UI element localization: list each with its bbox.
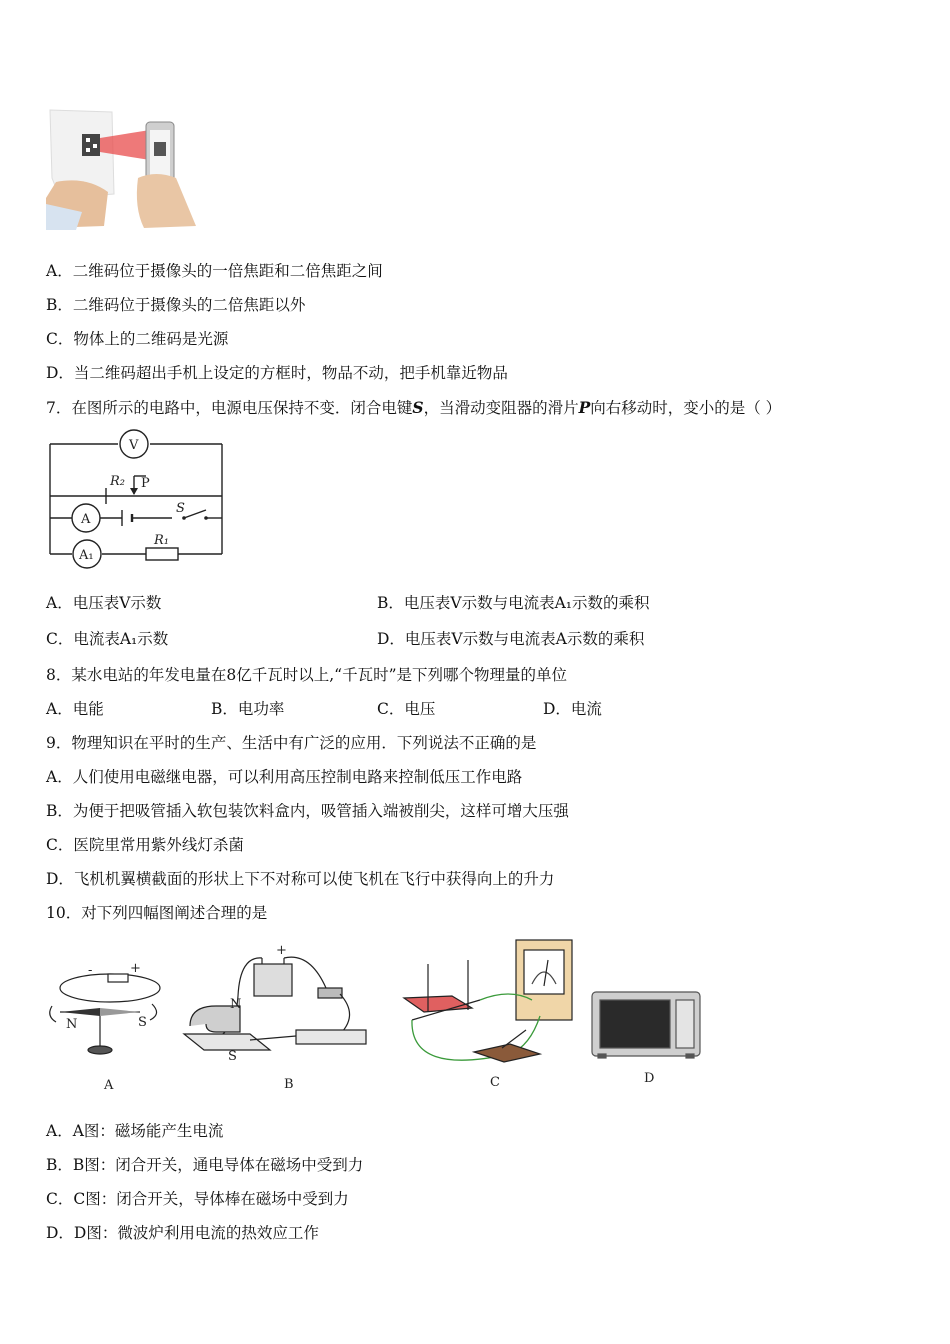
q6-option-d: D．当二维码超出手机上设定的方框时，物品不动，把手机靠近物品 [46,364,508,382]
figure-b-motor [184,957,366,1050]
q7-circuit-diagram [46,428,228,570]
ammeter-a1-label: A₁ [79,548,94,563]
r2-label: R₂ [110,474,125,489]
fig-b-n: N [230,997,242,1012]
figure-c-induction [404,940,572,1020]
figure-label-c: C [490,1075,500,1090]
q7-option-b: B．电压表V示数与电流表A₁示数的乘积 [377,594,650,612]
compass-needle-s [100,1008,140,1016]
q8-option-a: A．电能 [46,700,104,718]
fig-a-plus: + [130,961,141,976]
q7-stem: 7．在图所示的电路中，电源电压保持不变．闭合电键S，当滑动变阻器的滑片P向右移动时，变小的是（ ） [46,398,782,417]
q8-stem: 8．某水电站的年发电量在8亿千瓦时以上,“千瓦时”是下列哪个物理量的单位 [46,666,568,684]
switch-s-label: S [176,501,185,516]
q8-option-d: D．电流 [543,700,602,718]
q9-option-d: D．飞机机翼横截面的形状上下不对称可以使飞机在飞行中获得向上的升力 [46,870,555,888]
q6-option-c: C．物体上的二维码是光源 [46,330,229,348]
fig-b-plus: + [276,943,287,958]
fig-a-minus: - [88,963,93,978]
q7-option-a: A．电压表V示数 [46,594,162,612]
fig-b-s: S [228,1049,237,1064]
figure-d-microwave [592,992,700,1058]
q10-option-b: B．B图：闭合开关，通电导体在磁场中受到力 [46,1156,364,1174]
fig-a-n: N [66,1017,78,1032]
figure-label-d: D [644,1071,655,1086]
figure-label-a: A [104,1078,114,1093]
q7-option-d: D．电压表V示数与电流表A示数的乘积 [377,630,645,648]
q10-option-c: C．C图：闭合开关，导体棒在磁场中受到力 [46,1190,349,1208]
voltmeter-label: V [129,438,139,453]
r1-label: R₁ [154,533,169,548]
fig-a-s: S [138,1015,147,1030]
q6-option-a: A．二维码位于摄像头的一倍焦距和二倍焦距之间 [46,262,383,280]
q9-option-b: B．为便于把吸管插入软包装饮料盒内，吸管插入端被削尖，这样可增大压强 [46,802,569,820]
compass-needle-n [60,1008,100,1016]
q9-stem: 9．物理知识在平时的生产、生活中有广泛的应用．下列说法不正确的是 [46,734,537,752]
q7-option-c: C．电流表A₁示数 [46,630,169,648]
ammeter-label: A [81,512,91,527]
q8-option-c: C．电压 [377,700,436,718]
q10-option-a: A．A图：磁场能产生电流 [46,1122,224,1140]
qr-scan-figure [46,108,204,230]
q10-option-d: D．D图：微波炉利用电流的热效应工作 [46,1224,319,1242]
slider-p-label: P [141,476,150,491]
q10-stem: 10．对下列四幅图阐述合理的是 [46,904,268,922]
q6-option-b: B．二维码位于摄像头的二倍焦距以外 [46,296,306,314]
q10-figures [40,936,710,1096]
q9-option-a: A．人们使用电磁继电器，可以利用高压控制电路来控制低压工作电路 [46,768,523,786]
q8-option-b: B．电功率 [211,700,285,718]
figure-label-b: B [284,1077,294,1092]
q9-option-c: C．医院里常用紫外线灯杀菌 [46,836,244,854]
